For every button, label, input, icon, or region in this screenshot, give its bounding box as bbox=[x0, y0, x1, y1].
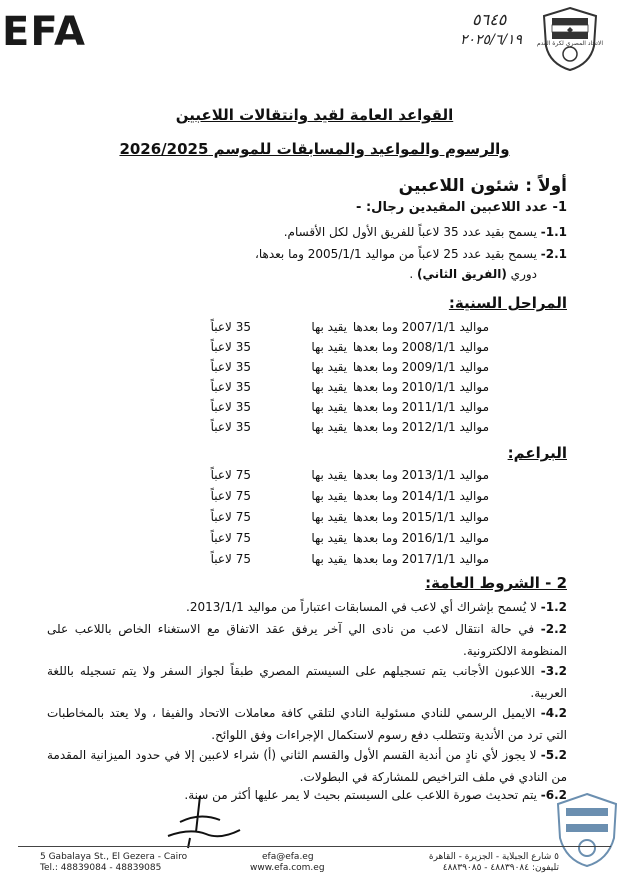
page-title: القواعد العامة لقيد وانتقالات اللاعبين bbox=[175, 106, 454, 124]
stamp-icon bbox=[552, 790, 622, 874]
birth-cell: مواليد 2010/1/1 وما بعدها bbox=[352, 380, 489, 394]
paragraph-1-1: 1.1- يسمح بقيد عدد 35 لاعباً للفريق الأول لكل الأقسام. bbox=[283, 225, 567, 239]
table-row bbox=[189, 531, 489, 551]
table-row bbox=[189, 380, 489, 400]
footer-divider bbox=[18, 846, 611, 847]
birth-cell: مواليد 2007/1/1 وما بعدها bbox=[352, 320, 489, 334]
page-subtitle: والرسوم والمواعيد والمسابقات للموسم 2026/2025 bbox=[119, 140, 510, 158]
table-row bbox=[189, 340, 489, 360]
condition-item: 4.2- الايميل الرسمي للنادي مسئولية النادي لتلقي كافة معاملات الاتحاد والفيفا ، ولا يعتد بالمخاطبات التي ترد من الأندية وتتطلب دفع رسوم لاستكمال الإجراءات وفق اللوائح. bbox=[47, 706, 567, 742]
count-cell: 35 لاعباً bbox=[210, 320, 251, 334]
table-row bbox=[189, 420, 489, 440]
birth-cell: مواليد 2015/1/1 وما بعدها bbox=[352, 510, 489, 524]
footer-email[interactable]: efa@efa.eg bbox=[262, 852, 314, 862]
footer-website[interactable]: www.efa.com.eg bbox=[250, 863, 325, 873]
table-row bbox=[189, 320, 489, 340]
reg-cell: يقيد بها bbox=[311, 380, 347, 394]
general-conditions-heading: 2 - الشروط العامة: bbox=[425, 574, 567, 592]
juniors-heading: البراعم: bbox=[507, 444, 567, 462]
count-cell: 35 لاعباً bbox=[210, 400, 251, 414]
reg-cell: يقيد بها bbox=[311, 420, 347, 434]
handwritten-code: ٥٦٤٥ bbox=[472, 10, 507, 29]
condition-item: 2.2- في حالة انتقال لاعب من نادى الي آخر يرفق عقد الاتفاق مع الاستغناء الخاص باللاعب على المنظومة الالكترونية. bbox=[47, 622, 567, 658]
footer-address-ar: ٥ شارع الجبلاية - الجزيرة - القاهرة bbox=[428, 852, 559, 862]
table-row bbox=[189, 552, 489, 572]
section-heading: أولاً : شئون اللاعبين bbox=[398, 176, 567, 196]
table-row bbox=[189, 510, 489, 530]
reg-cell: يقيد بها bbox=[311, 531, 347, 545]
birth-cell: مواليد 2008/1/1 وما بعدها bbox=[352, 340, 489, 354]
reg-cell: يقيد بها bbox=[311, 320, 347, 334]
birth-cell: مواليد 2009/1/1 وما بعدها bbox=[352, 360, 489, 374]
reg-cell: يقيد بها bbox=[311, 552, 347, 566]
count-cell: 35 لاعباً bbox=[210, 340, 251, 354]
table-row bbox=[189, 489, 489, 509]
paragraph-2-1-cont: دوري (الفريق الثاني) . bbox=[409, 267, 537, 281]
reg-cell: يقيد بها bbox=[311, 340, 347, 354]
birth-cell: مواليد 2017/1/1 وما بعدها bbox=[352, 552, 489, 566]
age-groups-heading: المراحل السنية: bbox=[448, 294, 567, 312]
count-cell: 35 لاعباً bbox=[210, 420, 251, 434]
footer-phone-ar: تليفون: ٤٨٨٣٩٠٨٤ - ٤٨٨٣٩٠٨٥ bbox=[442, 863, 559, 873]
footer-phone-en: Tel.: 48839084 - 48839085 bbox=[40, 863, 162, 873]
count-cell: 75 لاعباً bbox=[210, 552, 251, 566]
table-row bbox=[189, 468, 489, 488]
count-cell: 75 لاعباً bbox=[210, 510, 251, 524]
reg-cell: يقيد بها bbox=[311, 400, 347, 414]
reg-cell: يقيد بها bbox=[311, 360, 347, 374]
table-row bbox=[189, 360, 489, 380]
birth-cell: مواليد 2016/1/1 وما بعدها bbox=[352, 531, 489, 545]
reg-cell: يقيد بها bbox=[311, 489, 347, 503]
birth-cell: مواليد 2014/1/1 وما بعدها bbox=[352, 489, 489, 503]
crest-text: الاتحاد المصري لكرة القدم bbox=[536, 40, 604, 47]
efa-logo: EFA bbox=[2, 9, 87, 55]
birth-cell: مواليد 2012/1/1 وما بعدها bbox=[352, 420, 489, 434]
paragraph-2-1: 2.1- يسمح بقيد عدد 25 لاعباً من مواليد 2005/1/1 وما بعدها، bbox=[254, 247, 567, 261]
reg-cell: يقيد بها bbox=[311, 468, 347, 482]
count-cell: 35 لاعباً bbox=[210, 380, 251, 394]
federation-crest-icon bbox=[536, 6, 604, 72]
condition-item: 3.2- اللاعبون الأجانب يتم تسجيلهم على السيستم المصري طبقاً لجواز السفر ولا يتم تسجيله باللغة العربية. bbox=[47, 664, 567, 700]
count-cell: 75 لاعباً bbox=[210, 489, 251, 503]
table-row bbox=[189, 400, 489, 420]
condition-item: 1.2- لا يُسمح بإشراك أي لاعب في المسابقات اعتباراً من مواليد 2013/1/1. bbox=[186, 600, 567, 614]
birth-cell: مواليد 2011/1/1 وما بعدها bbox=[352, 400, 489, 414]
condition-item: 5.2- لا يجوز لأي نادٍ من أندية القسم الأول والقسم الثاني (أ) شراء لاعبين إلا في حدود الميزانية المقدمة من النادي في ملف التراخيص للمشاركة في البطولات. bbox=[47, 748, 567, 784]
count-cell: 75 لاعباً bbox=[210, 531, 251, 545]
footer-address-en: 5 Gabalaya St., El Gezera - Cairo bbox=[40, 852, 188, 862]
count-cell: 75 لاعباً bbox=[210, 468, 251, 482]
reg-cell: يقيد بها bbox=[311, 510, 347, 524]
count-cell: 35 لاعباً bbox=[210, 360, 251, 374]
condition-item: 6.2- يتم تحديث صورة اللاعب على السيستم بحيث لا يمر عليها أكثر من سنة. bbox=[184, 788, 567, 802]
handwritten-date: ٢٠٢٥/٦/١٩ bbox=[460, 32, 523, 48]
sub-heading: 1- عدد اللاعبين المقيدين رجال: - bbox=[356, 200, 567, 215]
birth-cell: مواليد 2013/1/1 وما بعدها bbox=[352, 468, 489, 482]
